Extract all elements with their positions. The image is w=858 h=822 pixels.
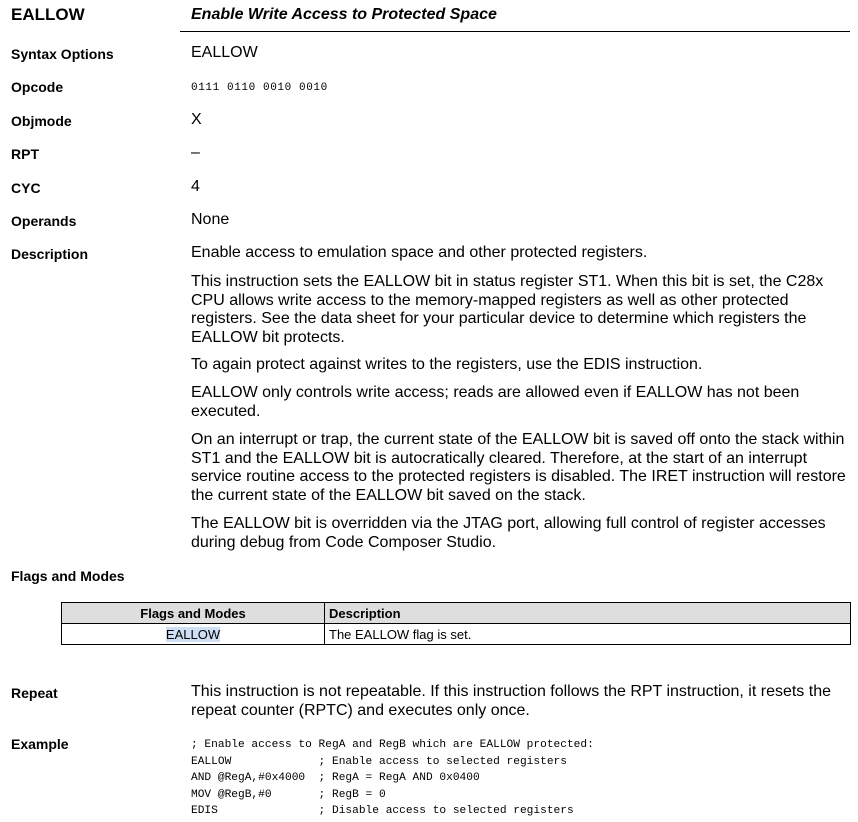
description-label: Description <box>11 246 89 262</box>
description-paragraph: EALLOW only controls write access; reads are allowed even if EALLOW has not been executed. <box>191 384 800 420</box>
syntax-label: Syntax Options <box>11 46 114 62</box>
flag-cell <box>62 624 325 645</box>
flag-description-cell: The EALLOW flag is set. <box>325 624 851 645</box>
operands-label: Operands <box>11 213 77 229</box>
instruction-mnemonic: EALLOW <box>11 5 85 24</box>
example-code: ; Enable access to RegA and RegB which are EALLOW protected: EALLOW ; Enable access to selected registers AND @RegA,#0x4000 ; RegA = RegA AND 0x0400 MOV @RegB,#0 ; RegB = 0 EDIS ; Disable access to selected registers <box>191 739 594 818</box>
flags-column-header: Flags and Modes <box>62 603 325 624</box>
flags-section-label: Flags and Modes <box>11 568 125 584</box>
syntax-value: EALLOW <box>191 44 258 61</box>
cyc-label: CYC <box>11 180 41 196</box>
description-paragraph: To again protect against writes to the registers, use the EDIS instruction. <box>191 356 703 373</box>
rpt-value: – <box>191 144 200 161</box>
description-paragraph: On an interrupt or trap, the current state of the EALLOW bit is saved off onto the stack within ST1 and the EALLOW bit is autocratically cleared. Therefore, at the start of an interrupt service routine access to the protected registers is disabled. The IRET instruction will restore the current state of the EALLOW bit saved on the stack. <box>191 431 846 504</box>
opcode-value: 0111 0110 0010 0010 <box>191 82 328 94</box>
description-column-header: Description <box>325 603 851 624</box>
objmode-label: Objmode <box>11 113 72 129</box>
example-label: Example <box>11 736 69 752</box>
header-rule <box>180 31 850 32</box>
instruction-title: Enable Write Access to Protected Space <box>191 6 497 23</box>
table-row <box>62 624 851 645</box>
description-paragraph: The EALLOW bit is overridden via the JTAG port, allowing full control of register accesses during debug from Code Composer Studio. <box>191 515 826 551</box>
description-paragraph: This instruction sets the EALLOW bit in status register ST1. When this bit is set, the C28x CPU allows write access to the memory-mapped registers as well as other protected registers. See the data sheet for your particular device to determine which registers the EALLOW bit protects. <box>191 273 824 346</box>
rpt-label: RPT <box>11 146 39 162</box>
cyc-value: 4 <box>191 178 200 195</box>
operands-value: None <box>191 211 230 228</box>
objmode-value: X <box>191 111 202 128</box>
description-paragraph: Enable access to emulation space and other protected registers. <box>191 244 648 261</box>
opcode-label: Opcode <box>11 79 64 95</box>
flags-table-header-row <box>62 603 851 624</box>
repeat-label: Repeat <box>11 685 58 701</box>
flags-table <box>61 602 851 645</box>
repeat-text: This instruction is not repeatable. If this instruction follows the RPT instruction, it resets the repeat counter (RPTC) and executes only once. <box>191 683 831 719</box>
flag-name: EALLOW <box>165 626 221 642</box>
